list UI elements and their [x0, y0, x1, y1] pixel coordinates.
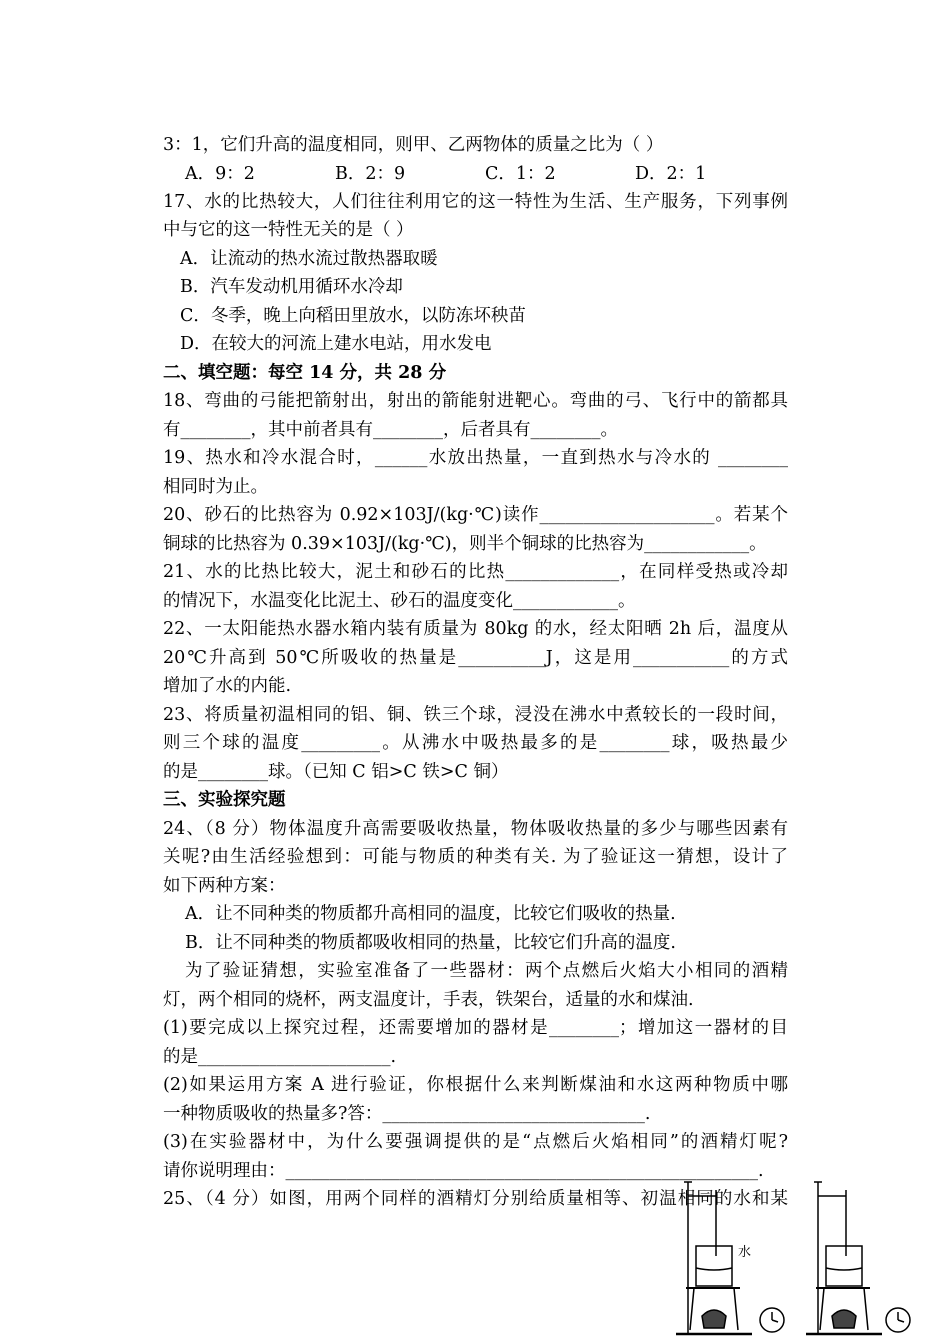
q24-plan-a: A．让不同种类的物质都升高相同的温度，比较它们吸收的热量.: [185, 904, 676, 924]
q17-option-a: A．让流动的热水流过散热器取暖: [180, 249, 438, 269]
q16-option-a: A．9：2: [185, 164, 255, 184]
beaker-right: [826, 1246, 862, 1286]
q20-line1: 20、砂石的比热容为 0.92×103J/(kg·℃)读作____________________。若某个: [163, 505, 788, 525]
q25-line1: 25、（4 分）如图，用两个同样的酒精灯分别给质量相等、初温相同的水和某: [163, 1189, 788, 1209]
q17-option-c: C．冬季，晚上向稻田里放水，以防冻坏秧苗: [180, 306, 526, 326]
burner-right: [832, 1310, 856, 1328]
q21-line1: 21、水的比热比较大，泥土和砂石的比热_____________，在同样受热或冷却: [163, 562, 788, 582]
water-label: 水: [738, 1245, 752, 1260]
q17-stem-line1: 17、水的比热较大，人们往往利用它的这一特性为生活、生产服务，下列事例: [163, 192, 788, 212]
q23-line1: 23、将质量初温相同的铝、铜、铁三个球，浸没在沸水中煮较长的一段时间，: [163, 705, 788, 725]
q24-sub1-line2: 的是______________________.: [163, 1047, 397, 1067]
q20-line2: 铜球的比热容为 0.39×103J/(kg·℃)，则半个铜球的比热容为____________。: [163, 534, 767, 554]
q17-option-b: B．汽车发动机用循环水冷却: [180, 277, 403, 297]
q16-option-c: C．1：2: [485, 164, 556, 184]
q18-line1: 18、弯曲的弓能把箭射出，射出的箭能射进靶心。弯曲的弓、飞行中的箭都具: [163, 391, 788, 411]
q22-line1: 22、一太阳能热水器水箱内装有质量为 80kg 的水，经太阳晒 2h 后，温度从: [163, 619, 788, 639]
q17-stem-line2: 中与它的这一特性无关的是（ ）: [163, 220, 414, 240]
burner-left: [702, 1310, 726, 1328]
section2-heading: 二、填空题：每空 14 分，共 28 分: [163, 363, 447, 383]
q16-option-b: B．2：9: [335, 164, 406, 184]
q16-options: [185, 162, 810, 186]
q24-sub3-line2: 请你说明理由：______________________________________________________.: [163, 1161, 764, 1181]
q17-option-d: D．在较大的河流上建水电站，用水发电: [180, 334, 492, 354]
q23-line2: 则三个球的温度_________。从沸水中吸热最多的是________球，吸热最少: [163, 733, 788, 753]
q16-option-d: D．2：1: [635, 164, 707, 184]
q16-stem-end: 3：1，它们升高的温度相同，则甲、乙两物体的质量之比为（ ）: [163, 135, 664, 155]
section3-heading: 三、实验探究题: [163, 790, 286, 810]
q22-line3: 增加了水的内能.: [163, 676, 292, 696]
q24-equipment-line1: 为了验证猜想，实验室准备了一些器材：两个点燃后火焰大小相同的酒精: [185, 961, 788, 981]
q24-plan-b: B．让不同种类的物质都吸收相同的热量，比较它们升高的温度.: [185, 933, 676, 953]
q24-line1: 24、（8 分）物体温度升高需要吸收热量，物体吸收热量的多少与哪些因素有: [163, 819, 788, 839]
setup-right: [806, 1182, 910, 1334]
q22-line2: 20℃升高到 50℃所吸收的热量是__________J，这是用___________的方式: [163, 648, 788, 668]
q24-sub1-line1: (1)要完成以上探究过程，还需要增加的器材是________；增加这一器材的目: [163, 1018, 788, 1038]
beaker-left: [696, 1246, 732, 1286]
setup-left: [676, 1182, 784, 1334]
q19-line2: 相同时为止。: [163, 477, 268, 497]
q24-line3: 如下两种方案：: [163, 876, 286, 896]
q21-line2: 的情况下，水温变化比泥土、砂石的温度变化____________。: [163, 591, 636, 611]
q24-line2: 关呢?由生活经验想到：可能与物质的种类有关. 为了验证这一猜想，设计了: [163, 847, 788, 867]
q24-equipment-line2: 灯，两个相同的烧杯，两支温度计，手表，铁架台，适量的水和煤油.: [163, 990, 694, 1010]
q19-line1: 19、热水和冷水混合时，______水放出热量，一直到热水与冷水的 ________: [163, 448, 788, 468]
heating-apparatus-figure: [668, 1176, 918, 1342]
q18-line2: 有________，其中前者具有________，后者具有________。: [163, 420, 618, 440]
q23-line3: 的是________球。（已知 C 铝>C 铁>C 铜）: [163, 762, 509, 782]
q24-sub2-line1: (2)如果运用方案 A 进行验证，你根据什么来判断煤油和水这两种物质中哪: [163, 1075, 788, 1095]
q24-sub3-line1: (3)在实验器材中，为什么要强调提供的是“点燃后火焰相同”的酒精灯呢?: [163, 1132, 788, 1152]
q24-sub2-line2: 一种物质吸收的热量多?答：______________________________.: [163, 1104, 651, 1124]
